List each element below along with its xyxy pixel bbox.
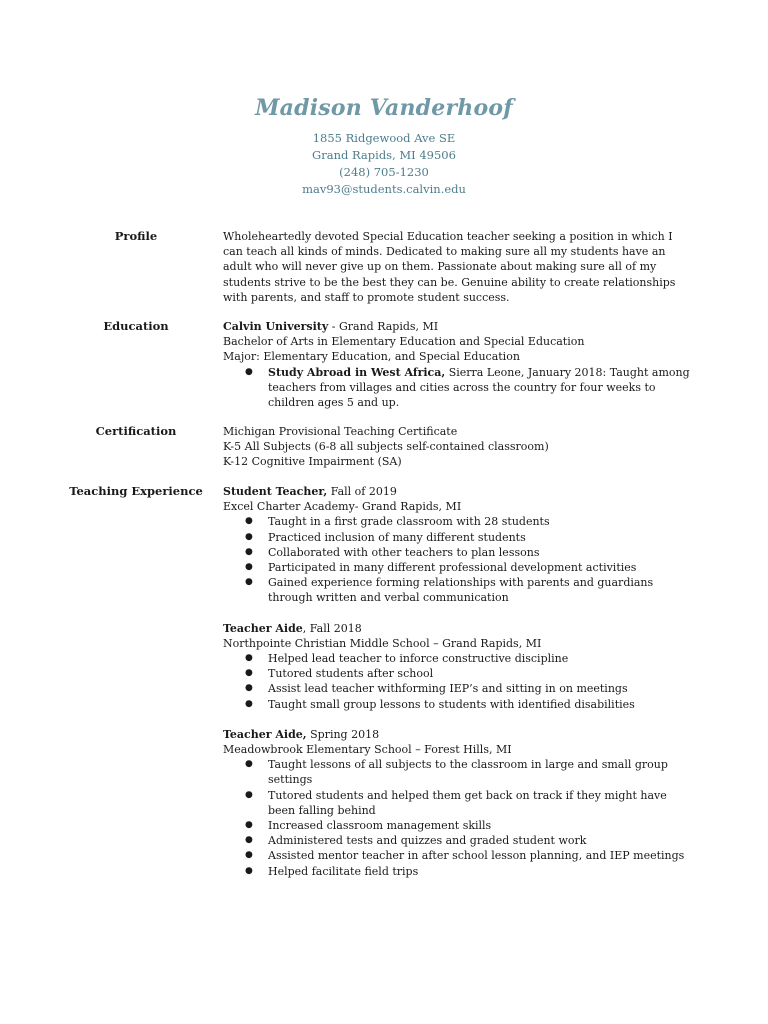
list-item: ● Gained experience forming relationships with parents and guardians through written and verbal communication <box>223 575 693 605</box>
major-line: Major: Elementary Education, and Special Education <box>223 350 520 364</box>
contact-block <box>0 130 768 198</box>
study-abroad-title: Study Abroad in West Africa, <box>268 365 446 379</box>
list-item: ● Practiced inclusion of many different students <box>223 530 693 545</box>
profile-text: Wholeheartedly devoted Special Education teacher seeking a position in which I can teach all kinds of minds. Dedicated to making sure all my students have an adult who will never give up on them. Passionate about making sure all of my students strive to be the best they can be. Genuine ability to create relationships with parents, and staff to promote student success. <box>223 230 676 304</box>
phone-number: (248) 705-1230 <box>339 165 429 179</box>
school-line <box>223 319 693 334</box>
email-address: mav93@students.calvin.edu <box>302 182 466 196</box>
resume-header <box>0 92 768 198</box>
certification-content <box>223 424 693 470</box>
job-title-line <box>223 484 693 499</box>
job-duties-list <box>223 651 693 712</box>
list-item: ● Assisted mentor teacher in after school lesson planning, and IEP meetings <box>223 848 693 863</box>
job-title-line <box>223 727 693 742</box>
profile-content <box>223 229 693 305</box>
job-term: , Fall 2018 <box>302 621 362 635</box>
list-item: ● Taught in a first grade classroom with 28 students <box>223 514 693 529</box>
list-item: ● Taught small group lessons to students with identified disabilities <box>223 697 693 712</box>
list-item: ● Administered tests and quizzes and graded student work <box>223 833 693 848</box>
job-place: Northpointe Christian Middle School – Grand Rapids, MI <box>223 636 542 650</box>
job-duties-list <box>223 757 693 879</box>
list-item: ● Helped facilitate field trips <box>223 864 693 879</box>
job-title: Teacher Aide, <box>223 727 307 741</box>
degree-line: Bachelor of Arts in Elementary Education and Special Education <box>223 335 585 349</box>
study-abroad-text: Sierra Leone, January 2018: Taught among teachers from villages and cities across the country for four weeks to children ages 5 and up. <box>268 365 690 410</box>
job-title: Student Teacher, <box>223 485 328 498</box>
experience-content <box>223 484 693 879</box>
candidate-name: Madison Vanderhoof <box>255 95 513 121</box>
profile-label: Profile <box>114 229 158 243</box>
certification-line: K-12 Cognitive Impairment (SA) <box>223 455 402 469</box>
school-location: - Grand Rapids, MI <box>328 320 439 333</box>
list-item: ● Increased classroom management skills <box>223 818 693 833</box>
job-place: Excel Charter Academy- Grand Rapids, MI <box>223 500 462 514</box>
spacer <box>223 712 693 727</box>
job-term: Spring 2018 <box>306 727 380 741</box>
education-content <box>223 319 693 410</box>
job-place: Meadowbrook Elementary School – Forest Hills, MI <box>223 743 512 757</box>
list-item: ● Taught lessons of all subjects to the classroom in large and small group settings <box>223 757 693 787</box>
education-label: Education <box>103 319 169 333</box>
list-item: ● Collaborated with other teachers to plan lessons <box>223 545 693 560</box>
certification-label: Certification <box>95 424 177 438</box>
job-duties-list <box>223 514 693 605</box>
list-item: ● Helped lead teacher to inforce constructive discipline <box>223 651 693 666</box>
study-abroad-list <box>223 365 693 411</box>
certification-line: Michigan Provisional Teaching Certificate <box>223 425 458 438</box>
list-item: ● Tutored students and helped them get back on track if they might have been falling behind <box>223 788 693 818</box>
school-name: Calvin University <box>223 320 329 333</box>
spacer <box>223 606 693 621</box>
job-title-line <box>223 621 693 636</box>
list-item <box>223 365 693 411</box>
job-term: Fall of 2019 <box>327 485 397 498</box>
address-line-2: Grand Rapids, MI 49506 <box>312 148 456 162</box>
address-line-1: 1855 Ridgewood Ave SE <box>312 131 456 145</box>
experience-label: Teaching Experience <box>69 484 203 498</box>
list-item: ● Tutored students after school <box>223 666 693 681</box>
list-item: ● Participated in many different professional development activities <box>223 560 693 575</box>
job-title: Teacher Aide <box>223 621 303 635</box>
list-item: ● Assist lead teacher withforming IEP’s and sitting in on meetings <box>223 681 693 696</box>
certification-line: K-5 All Subjects (6-8 all subjects self-contained classroom) <box>223 440 549 454</box>
